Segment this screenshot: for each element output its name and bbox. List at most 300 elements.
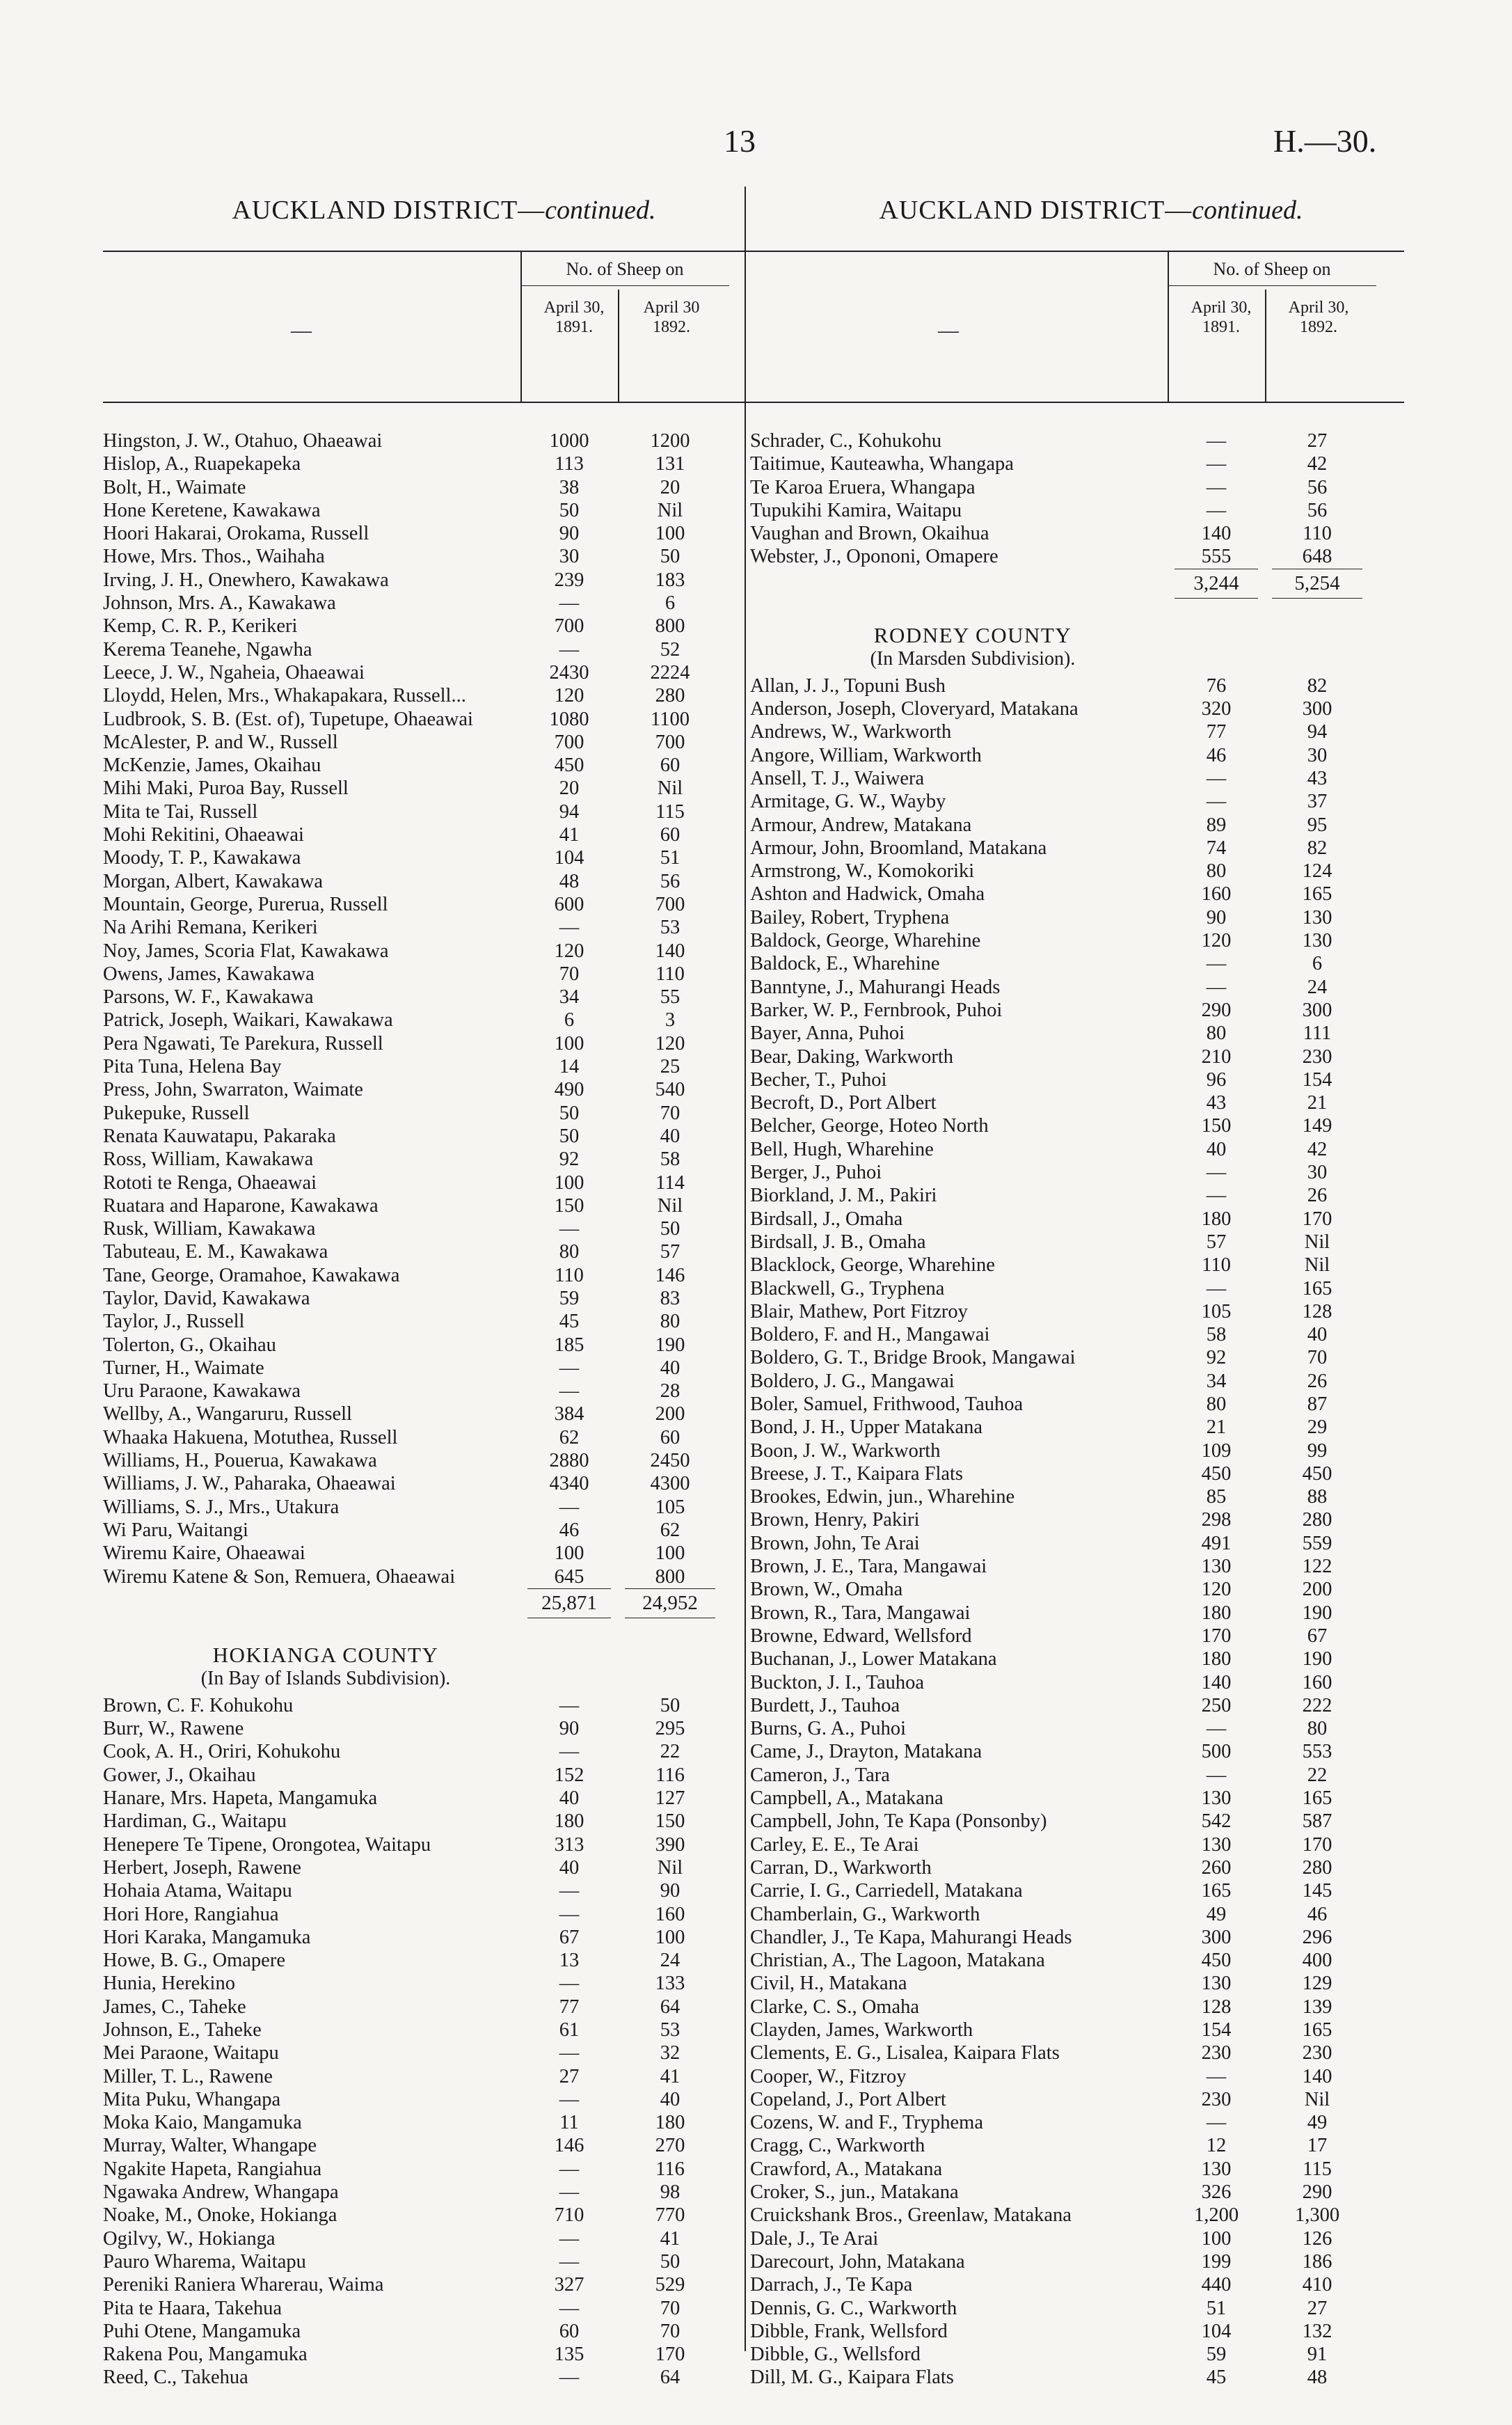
sheep-1891: 96 xyxy=(1206,1068,1227,1091)
table-row xyxy=(750,2227,1404,2250)
owner-name: Noy, James, Scoria Flat, Kawakawa xyxy=(103,940,389,962)
totals-row xyxy=(750,569,1404,602)
sheep-1892: 17 xyxy=(1307,2135,1328,2157)
sheep-1892: 29 xyxy=(1307,1416,1328,1439)
owner-name: Banntyne, J., Mahurangi Heads xyxy=(750,976,1001,998)
sheep-1892: 296 xyxy=(1302,1926,1332,1948)
sheep-1892: 50 xyxy=(660,546,681,568)
table-row xyxy=(750,1254,1404,1277)
totals-row xyxy=(103,1588,757,1622)
sheep-1891: 49 xyxy=(1206,1903,1227,1925)
table-row xyxy=(103,592,757,615)
table-row xyxy=(750,837,1404,860)
owner-name: Hardiman, G., Waitapu xyxy=(103,1810,287,1833)
sheep-1891: 180 xyxy=(1201,1208,1232,1230)
table-row xyxy=(750,1856,1404,1879)
sheep-1892: 91 xyxy=(1307,2344,1328,2366)
sheep-1891: 50 xyxy=(559,1102,580,1124)
sheep-1892: 56 xyxy=(1307,499,1328,521)
table-row xyxy=(103,2297,757,2320)
sheep-1892: 43 xyxy=(1307,767,1328,789)
owner-name: Miller, T. L., Rawene xyxy=(103,2065,273,2087)
sheep-1891: 90 xyxy=(1206,906,1227,929)
sheep-1891: 555 xyxy=(1201,546,1232,568)
table-row xyxy=(750,1740,1404,1763)
table-row xyxy=(103,731,757,754)
sheep-1892: 1200 xyxy=(650,430,690,452)
sheep-1891: — xyxy=(559,2158,580,2180)
owner-name: Ruatara and Haparone, Kawakawa xyxy=(103,1194,379,1217)
sheep-1891: 94 xyxy=(559,800,580,823)
table-row xyxy=(750,1045,1404,1068)
table-row xyxy=(750,1022,1404,1045)
table-row xyxy=(750,1508,1404,1531)
table-row xyxy=(103,661,757,684)
table-row xyxy=(750,860,1404,883)
table-row xyxy=(750,1879,1404,1902)
owner-name: Chamberlain, G., Warkworth xyxy=(750,1903,980,1925)
table-row xyxy=(750,2041,1404,2064)
sheep-1892: 27 xyxy=(1307,2297,1328,2319)
sheep-1891: 60 xyxy=(559,2320,580,2342)
table-header xyxy=(103,251,757,403)
table-row xyxy=(103,2158,757,2181)
table-row xyxy=(750,1972,1404,1995)
sheep-1892: 26 xyxy=(1307,1185,1328,1207)
owner-name: Uru Paraone, Kawakawa xyxy=(103,1380,301,1403)
owner-name: Burdett, J., Tauhoa xyxy=(750,1694,900,1716)
table-row xyxy=(750,1393,1404,1416)
table-row xyxy=(103,1009,757,1032)
sheep-1891: — xyxy=(1206,976,1227,998)
sheep-1892: 190 xyxy=(1302,1648,1332,1670)
table-row xyxy=(750,2088,1404,2111)
owner-name: Turner, H., Waimate xyxy=(103,1357,264,1379)
header-group-label: No. of Sheep on xyxy=(520,259,729,286)
table-row xyxy=(750,2111,1404,2134)
subdivision-label: (In Marsden Subdivision). xyxy=(870,647,1076,670)
sheep-1892: Nil xyxy=(1304,1231,1330,1253)
sheep-1891: 20 xyxy=(559,777,580,800)
owner-name: Williams, H., Pouerua, Kawakawa xyxy=(103,1450,377,1472)
owner-name: Armstrong, W., Komokoriki xyxy=(750,860,975,883)
sheep-1891: 51 xyxy=(1206,2297,1227,2319)
owner-name: Hingston, J. W., Otahuo, Ohaeawai xyxy=(103,430,383,452)
table-row xyxy=(750,744,1404,767)
owner-name: Dill, M. G., Kaipara Flats xyxy=(750,2367,954,2389)
sheep-1892: 410 xyxy=(1302,2274,1332,2296)
table-row xyxy=(103,1856,757,1879)
sheep-1892: 145 xyxy=(1302,1880,1332,1902)
owner-name: Cameron, J., Tara xyxy=(750,1764,890,1786)
sheep-1892: 131 xyxy=(655,453,685,475)
owner-name: Ngawaka Andrew, Whangapa xyxy=(103,2181,339,2204)
owner-name: Bell, Hugh, Wharehine xyxy=(750,1138,934,1160)
sheep-1891: 104 xyxy=(1201,2320,1232,2342)
sheep-1892: 1,300 xyxy=(1294,2204,1340,2227)
sheep-1891: 40 xyxy=(559,1856,580,1879)
table-row xyxy=(750,1810,1404,1833)
sheep-1891: 710 xyxy=(554,2204,584,2227)
table-row xyxy=(750,1625,1404,1648)
sheep-1892: 64 xyxy=(660,1996,681,2018)
sheep-1891: 290 xyxy=(1201,999,1232,1021)
table-row xyxy=(103,2204,757,2227)
table-row xyxy=(750,906,1404,929)
sheep-1891: 45 xyxy=(559,1311,580,1333)
district-heading: AUCKLAND DISTRICT—continued. xyxy=(879,196,1303,225)
owner-name: Wiremu Katene & Son, Remuera, Ohaeawai xyxy=(103,1565,456,1588)
table-row xyxy=(103,1565,757,1588)
table-row xyxy=(103,1403,757,1425)
owner-name: Campbell, John, Te Kapa (Ponsonby) xyxy=(750,1810,1047,1833)
owner-name: Johnson, E., Taheke xyxy=(103,2019,262,2041)
owner-name: Carran, D., Warkworth xyxy=(750,1856,932,1879)
sheep-1891: 327 xyxy=(554,2274,584,2296)
sheep-1891: 4340 xyxy=(549,1473,589,1495)
table-row xyxy=(750,1068,1404,1091)
owner-name: Cozens, W. and F., Tryphema xyxy=(750,2112,983,2134)
owner-name: Armour, John, Broomland, Matakana xyxy=(750,837,1047,859)
sheep-1891: 76 xyxy=(1206,674,1227,697)
table-row xyxy=(103,1810,757,1833)
county-heading: RODNEY COUNTY xyxy=(873,622,1072,647)
sheep-1891: — xyxy=(1206,1185,1227,1207)
sheep-1892: 128 xyxy=(1302,1300,1332,1322)
table-row xyxy=(750,883,1404,906)
sheep-1892: Nil xyxy=(657,499,683,521)
sheep-1891: 38 xyxy=(559,476,580,498)
owner-name: Boler, Samuel, Frithwood, Tauhoa xyxy=(750,1393,1024,1415)
page-number: 13 xyxy=(724,123,756,159)
owner-name: Morgan, Albert, Kawakawa xyxy=(103,870,324,892)
sheep-1892: 116 xyxy=(655,2158,685,2180)
owner-name: Renata Kauwatapu, Pakaraka xyxy=(103,1125,336,1147)
table-row xyxy=(103,2111,757,2134)
sheep-1892: 80 xyxy=(1307,1718,1328,1740)
sheep-1891: 700 xyxy=(554,731,584,753)
sheep-1891: 59 xyxy=(559,1287,580,1309)
sheep-1891: — xyxy=(559,917,580,939)
owner-name: Herbert, Joseph, Rawene xyxy=(103,1856,301,1879)
owner-name: Hohaia Atama, Waitapu xyxy=(103,1880,292,1902)
table-row xyxy=(750,1949,1404,1972)
sheep-1892: 190 xyxy=(1302,1602,1332,1624)
sheep-1891: 85 xyxy=(1206,1486,1227,1508)
sheep-1891: 6 xyxy=(564,1009,575,1032)
sheep-1891: — xyxy=(559,1741,580,1763)
table-row xyxy=(750,1370,1404,1393)
sheep-1891: 2430 xyxy=(549,661,589,684)
sheep-1892: 290 xyxy=(1302,2181,1332,2204)
sheep-1891: — xyxy=(559,1496,580,1518)
owner-name: Brown, John, Te Arai xyxy=(750,1532,920,1554)
owner-name: Wi Paru, Waitangi xyxy=(103,1519,248,1541)
owner-name: Kerema Teanehe, Ngawha xyxy=(103,638,312,661)
table-row xyxy=(103,1310,757,1333)
owner-name: Anderson, Joseph, Cloveryard, Matakana xyxy=(750,698,1079,720)
sheep-1892: Nil xyxy=(1304,2088,1330,2110)
sheep-1892: 165 xyxy=(1302,1787,1332,1810)
sheep-1892: 770 xyxy=(655,2204,685,2227)
sheep-1891: — xyxy=(1206,1277,1227,1300)
sheep-1891: 120 xyxy=(554,685,584,707)
sheep-1891: 34 xyxy=(559,986,580,1009)
owner-name: Baldock, George, Wharehine xyxy=(750,930,981,952)
sheep-1892: 230 xyxy=(1302,2042,1332,2064)
table-row xyxy=(750,814,1404,837)
owner-name: Cook, A. H., Oriri, Kohukohu xyxy=(103,1741,341,1763)
table-row xyxy=(750,1996,1404,2019)
table-row xyxy=(750,1439,1404,1462)
sheep-1892: 390 xyxy=(655,1833,685,1856)
sheep-1892: 114 xyxy=(655,1171,685,1194)
sheep-1891: — xyxy=(1206,2065,1227,2087)
sheep-1892: 165 xyxy=(1302,2019,1332,2041)
sheep-1892: 149 xyxy=(1302,1115,1332,1137)
table-row xyxy=(750,2134,1404,2157)
sheep-1891: 90 xyxy=(559,523,580,545)
sheep-1892: 98 xyxy=(660,2181,681,2204)
table-row xyxy=(750,2204,1404,2227)
sheep-1891: — xyxy=(1206,430,1227,452)
table-row xyxy=(750,1184,1404,1207)
owner-name: Leece, J. W., Ngaheia, Ohaeawai xyxy=(103,661,365,684)
owner-name: Pukepuke, Russell xyxy=(103,1102,250,1124)
owner-name: Howe, Mrs. Thos., Waihaha xyxy=(103,546,325,568)
owner-name: Mei Paraone, Waitapu xyxy=(103,2042,279,2064)
sheep-1892: 70 xyxy=(660,2297,681,2319)
owner-name: Mita Puku, Whangapa xyxy=(103,2088,281,2110)
table-row xyxy=(750,1555,1404,1578)
sheep-1892: 64 xyxy=(660,2367,681,2389)
table-row xyxy=(103,2250,757,2273)
sheep-1891: 45 xyxy=(1206,2367,1227,2389)
table-row xyxy=(750,929,1404,952)
table-row xyxy=(750,1161,1404,1184)
owner-name: Vaughan and Brown, Okaihua xyxy=(750,523,989,545)
owner-name: Moody, T. P., Kawakawa xyxy=(103,847,301,869)
owner-name: Bear, Daking, Warkworth xyxy=(750,1045,954,1068)
table-row xyxy=(750,1833,1404,1856)
owner-name: Tabuteau, E. M., Kawakawa xyxy=(103,1241,328,1263)
table-row xyxy=(750,767,1404,790)
sheep-1891: 239 xyxy=(554,569,584,591)
owner-name: Pita Tuna, Helena Bay xyxy=(103,1056,282,1078)
sheep-1892: 27 xyxy=(1307,430,1328,452)
table-row xyxy=(103,1926,757,1949)
owner-name: Taitimue, Kauteawha, Whangapa xyxy=(750,453,1014,475)
sheep-1891: 30 xyxy=(559,546,580,568)
sheep-1891: 645 xyxy=(554,1565,584,1588)
owner-name: Boldero, J. G., Mangawai xyxy=(750,1370,955,1392)
sheep-1892: 110 xyxy=(655,963,685,985)
table-row xyxy=(750,1300,1404,1323)
table-row xyxy=(103,1055,757,1078)
sheep-1892: 60 xyxy=(660,1426,681,1448)
sheep-1892: 99 xyxy=(1307,1439,1328,1462)
owner-name: Birdsall, J. B., Omaha xyxy=(750,1231,926,1253)
sheep-1891: 120 xyxy=(1201,1579,1232,1601)
county-heading: HOKIANGA COUNTY xyxy=(212,1642,439,1667)
owner-name: Berger, J., Puhoi xyxy=(750,1162,882,1184)
table-row xyxy=(103,1426,757,1449)
sheep-1892: 190 xyxy=(655,1334,685,1356)
sheep-1892: 67 xyxy=(1307,1625,1328,1647)
sheep-1891: 62 xyxy=(559,1426,580,1448)
sheep-1892: 70 xyxy=(660,1102,681,1124)
owner-name: Hone Keretene, Kawakawa xyxy=(103,499,321,521)
sheep-1891: 77 xyxy=(559,1996,580,2018)
owner-name: Breese, J. T., Kaipara Flats xyxy=(750,1462,964,1485)
owner-name: Mountain, George, Purerua, Russell xyxy=(103,893,388,915)
sheep-1891: — xyxy=(559,2042,580,2064)
sheep-1891: 34 xyxy=(1206,1370,1227,1392)
owner-name: Blacklock, George, Wharehine xyxy=(750,1254,995,1277)
sheep-1892: 60 xyxy=(660,824,681,846)
sheep-1891: 180 xyxy=(554,1810,584,1833)
table-row xyxy=(750,1485,1404,1508)
sheep-1891: — xyxy=(1206,791,1227,813)
owner-name: Carrie, I. G., Carriedell, Matakana xyxy=(750,1880,1023,1902)
table-row xyxy=(750,476,1404,499)
sheep-1891: — xyxy=(559,2227,580,2250)
sheep-1892: 41 xyxy=(660,2227,681,2250)
sheep-1891: 61 xyxy=(559,2019,580,2041)
table-row xyxy=(103,1496,757,1519)
owner-list xyxy=(750,674,1404,2390)
sheep-1891: 130 xyxy=(1201,1973,1232,1995)
owner-name: Brown, C. F. Kohukohu xyxy=(103,1694,294,1716)
sheep-1891: 320 xyxy=(1201,698,1232,720)
sheep-1892: 42 xyxy=(1307,453,1328,475)
owner-name: Wiremu Kaire, Ohaeawai xyxy=(103,1542,305,1565)
sheep-1892: 40 xyxy=(660,2088,681,2110)
owner-name: Campbell, A., Matakana xyxy=(750,1787,944,1810)
owner-name: Boldero, F. and H., Mangawai xyxy=(750,1324,990,1346)
table-row xyxy=(750,2297,1404,2320)
owner-name: Puhi Otene, Mangamuka xyxy=(103,2320,301,2342)
sheep-1892: 295 xyxy=(655,1718,685,1740)
sheep-1892: 1100 xyxy=(651,708,690,730)
table-row xyxy=(103,476,757,499)
sheep-1891: — xyxy=(559,1880,580,1902)
owner-name: Patrick, Joseph, Waikari, Kawakawa xyxy=(103,1009,393,1032)
sheep-1892: 50 xyxy=(660,2250,681,2273)
table-row xyxy=(103,2041,757,2064)
owner-list xyxy=(750,429,1404,569)
owner-name: Lloydd, Helen, Mrs., Whakapakara, Russell... xyxy=(103,685,466,707)
sheep-1891: 67 xyxy=(559,1926,580,1948)
owner-name: Angore, William, Warkworth xyxy=(750,744,982,766)
sheep-1891: 185 xyxy=(554,1334,584,1356)
sheep-1891: 59 xyxy=(1206,2344,1227,2366)
sheep-1891: — xyxy=(559,2297,580,2319)
sheep-1891: 50 xyxy=(559,1125,580,1147)
owner-name: Carley, E. E., Te Arai xyxy=(750,1833,919,1856)
owner-name: Webster, J., Opononi, Omapere xyxy=(750,546,998,568)
table-row xyxy=(750,1138,1404,1161)
sheep-1891: — xyxy=(559,2088,580,2110)
sheep-1892: 115 xyxy=(655,800,685,823)
owner-name: Ashton and Hadwick, Omaha xyxy=(750,883,985,906)
sheep-1892: 553 xyxy=(1302,1741,1332,1763)
sheep-1891: 43 xyxy=(1206,1092,1227,1114)
table-row xyxy=(103,1542,757,1565)
table-row xyxy=(103,1287,757,1310)
total-1891: 3,244 xyxy=(1175,569,1258,599)
sheep-1892: 400 xyxy=(1302,1950,1332,1972)
sheep-1892: 200 xyxy=(655,1403,685,1425)
sheep-1891: 260 xyxy=(1201,1856,1232,1879)
owner-name: Boon, J. W., Warkworth xyxy=(750,1439,941,1462)
owner-name: Pauro Wharema, Waitapu xyxy=(103,2250,306,2273)
sheep-1891: 100 xyxy=(554,1171,584,1194)
owner-name: Hanare, Mrs. Hapeta, Mangamuka xyxy=(103,1787,378,1810)
sheep-1891: — xyxy=(1206,1764,1227,1786)
owner-name: Dale, J., Te Arai xyxy=(750,2227,879,2250)
sheep-1892: 559 xyxy=(1302,1532,1332,1554)
sheep-1891: 100 xyxy=(554,1542,584,1565)
table-row xyxy=(103,2343,757,2366)
owner-name: Henepere Te Tipene, Orongotea, Waitapu xyxy=(103,1833,431,1856)
sheep-1891: 11 xyxy=(559,2112,579,2134)
sheep-1892: 50 xyxy=(660,1694,681,1716)
table-row xyxy=(103,1717,757,1740)
sheep-1892: 587 xyxy=(1302,1810,1332,1833)
table-row xyxy=(103,1078,757,1101)
sheep-1891: 21 xyxy=(1206,1416,1227,1439)
sheep-1891: 600 xyxy=(554,893,584,915)
table-row xyxy=(103,846,757,869)
table-row xyxy=(750,697,1404,720)
sheep-1891: — xyxy=(559,2181,580,2204)
sheep-1892: 46 xyxy=(1307,1903,1328,1925)
sheep-1892: 140 xyxy=(655,940,685,962)
table-row xyxy=(103,1833,757,1856)
table-row xyxy=(750,1091,1404,1114)
table-row xyxy=(103,1194,757,1217)
sheep-1892: Nil xyxy=(1304,1254,1330,1277)
sheep-1892: 83 xyxy=(660,1287,681,1309)
owner-name: Boldero, G. T., Bridge Brook, Mangawai xyxy=(750,1347,1076,1369)
sheep-1892: 53 xyxy=(660,2019,681,2041)
district-suffix: continued. xyxy=(545,196,656,225)
sheep-1892: 648 xyxy=(1302,546,1332,568)
sheep-1892: 56 xyxy=(660,870,681,892)
sheep-1892: 150 xyxy=(655,1810,685,1833)
table-row xyxy=(103,1102,757,1125)
owner-name: Burns, G. A., Puhoi xyxy=(750,1718,907,1740)
sheep-1892: 300 xyxy=(1302,698,1332,720)
sheep-1891: 80 xyxy=(1206,1393,1227,1415)
left-column xyxy=(103,182,757,2390)
owner-name: Birdsall, J., Omaha xyxy=(750,1208,903,1230)
owner-name: Mohi Rekitini, Ohaeawai xyxy=(103,824,304,846)
owner-name: Mihi Maki, Puroa Bay, Russell xyxy=(103,777,349,800)
sheep-1892: 280 xyxy=(1302,1509,1332,1531)
sheep-1892: 94 xyxy=(1307,721,1328,743)
table-row xyxy=(103,2019,757,2041)
table-row xyxy=(750,2158,1404,2181)
owner-name: Te Karoa Eruera, Whangapa xyxy=(750,476,976,498)
sheep-1892: 100 xyxy=(655,1926,685,1948)
owner-name: Cruickshank Bros., Greenlaw, Matakana xyxy=(750,2204,1072,2227)
sheep-1892: 20 xyxy=(660,476,681,498)
sheep-1892: 139 xyxy=(1302,1996,1332,2018)
sheep-1892: 130 xyxy=(1302,930,1332,952)
table-row xyxy=(103,522,757,545)
